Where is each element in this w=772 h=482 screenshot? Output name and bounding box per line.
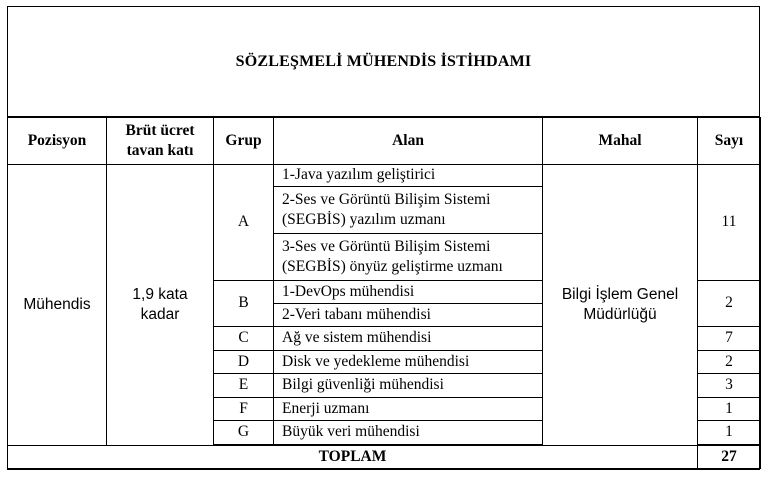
alan-cell <box>274 234 543 281</box>
document-title: SÖZLEŞMELİ MÜHENDİS İSTİHDAMI <box>235 52 532 70</box>
staffing-table <box>7 117 761 469</box>
sayi-cell: 2 <box>698 281 761 327</box>
brut-value-line1: 1,9 kata <box>132 285 188 303</box>
alan-cell: Bilgi güvenliği mühendisi <box>274 374 543 398</box>
grup-cell: D <box>214 351 274 374</box>
brut-value-line2: kadar <box>140 306 180 323</box>
alan-cell: 1-DevOps mühendisi <box>274 281 543 304</box>
header-brut-line2: tavan katı <box>126 142 194 159</box>
header-grup: Grup <box>214 118 274 165</box>
header-sayi: Sayı <box>698 118 761 165</box>
grup-cell: E <box>214 374 274 398</box>
mahal-cell <box>543 165 698 446</box>
table-row <box>8 165 761 187</box>
header-alan: Alan <box>274 118 543 165</box>
grup-cell: C <box>214 327 274 351</box>
alan-line: 3-Ses ve Görüntü Bilişim Sistemi <box>282 237 491 255</box>
grup-cell: A <box>214 165 274 281</box>
header-brut-ucret <box>107 118 214 165</box>
header-pozisyon: Pozisyon <box>8 118 107 165</box>
alan-cell <box>274 187 543 234</box>
sayi-cell: 11 <box>698 165 761 281</box>
alan-line: (SEGBİS) önyüz geliştirme uzmanı <box>282 258 503 275</box>
grup-cell: F <box>214 398 274 421</box>
brut-ucret-cell <box>107 165 214 446</box>
alan-cell: Enerji uzmanı <box>274 398 543 421</box>
total-value: 27 <box>698 446 761 469</box>
grup-cell: B <box>214 281 274 327</box>
sayi-cell: 1 <box>698 398 761 421</box>
sayi-cell: 1 <box>698 421 761 445</box>
sayi-cell: 7 <box>698 327 761 351</box>
total-label: TOPLAM <box>8 446 698 469</box>
alan-cell: Disk ve yedekleme mühendisi <box>274 351 543 374</box>
sayi-cell: 3 <box>698 374 761 398</box>
alan-cell: Ağ ve sistem mühendisi <box>274 327 543 351</box>
alan-cell: 1-Java yazılım geliştirici <box>274 165 543 187</box>
alan-cell: Büyük veri mühendisi <box>274 421 543 445</box>
sayi-cell: 2 <box>698 351 761 374</box>
header-brut-line1: Brüt ücret <box>125 121 195 139</box>
alan-line: (SEGBİS) yazılım uzmanı <box>282 211 446 228</box>
total-row <box>8 446 761 469</box>
header-row <box>8 118 761 165</box>
alan-line: 2-Ses ve Görüntü Bilişim Sistemi <box>282 190 491 208</box>
pozisyon-cell: Mühendis <box>8 165 107 446</box>
mahal-line1: Bilgi İşlem Genel <box>561 285 679 303</box>
mahal-line2: Müdürlüğü <box>583 306 657 323</box>
alan-cell: 2-Veri tabanı mühendisi <box>274 304 543 327</box>
grup-cell: G <box>214 421 274 445</box>
header-mahal: Mahal <box>543 118 698 165</box>
